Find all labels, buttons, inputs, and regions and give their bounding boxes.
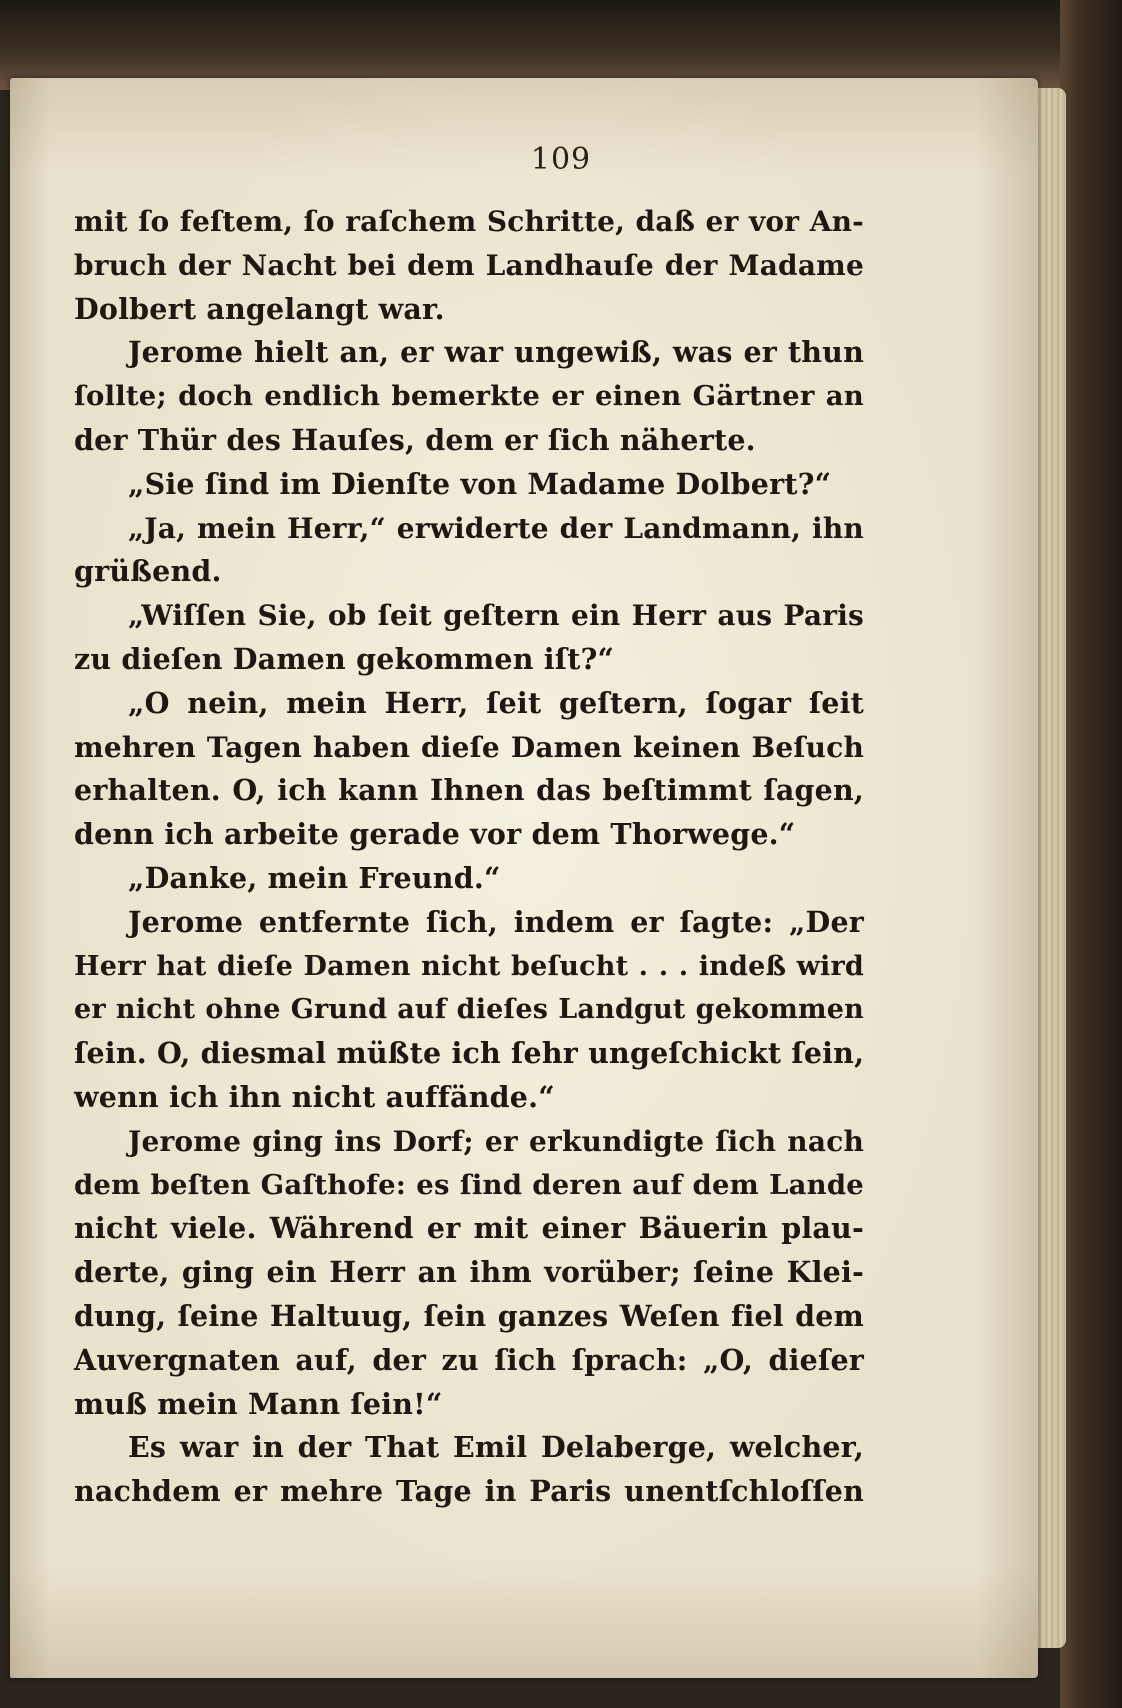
text-line: grüßend. xyxy=(74,554,222,589)
text-line: wenn ich ihn nicht auffände.“ xyxy=(74,1079,555,1114)
text-line: „Ja, mein Herr,“ erwiderte der Landmann, ihn xyxy=(128,511,864,545)
text-line: ſollte; doch endlich bemerkte er einen Gärtner an xyxy=(74,380,864,413)
page-text xyxy=(74,200,864,1514)
text-line: dung, ſeine Haltuug, ſein ganzes Weſen fiel dem xyxy=(74,1298,864,1333)
text-line: Herr hat dieſe Damen nicht beſucht . . . indeß wird xyxy=(74,950,864,982)
text-line: zu dieſen Damen gekommen iſt?“ xyxy=(74,641,615,676)
text-line: nicht viele. Während er mit einer Bäuerin plau- xyxy=(74,1211,864,1246)
book-top-edge xyxy=(0,0,1122,90)
text-line: dem beſten Gaſthofe: es ſind deren auf dem Lande xyxy=(74,1168,864,1201)
text-line: „O nein, mein Herr, ſeit geſtern, ſogar ſeit xyxy=(128,685,864,720)
text-line: erhalten. O, ich kann Ihnen das beſtimmt ſagen, xyxy=(74,773,864,808)
text-line: denn ich arbeite gerade vor dem Thorwege.“ xyxy=(74,817,796,852)
text-line: Jerome entfernte ſich, indem er ſagte: „Der xyxy=(128,904,864,939)
text-line: der Thür des Hauſes, dem er ſich näherte. xyxy=(74,422,756,457)
text-line: „Danke, mein Freund.“ xyxy=(128,860,501,895)
text-line: bruch der Nacht bei dem Landhauſe der Madame xyxy=(74,248,864,282)
text-line: derte, ging ein Herr an ihm vorüber; ſeine Klei- xyxy=(74,1255,864,1290)
text-line: Auvergnaten auf, der zu ſich ſprach: „O, dieſer xyxy=(74,1342,864,1377)
page-number: 109 xyxy=(530,142,592,177)
text-line: ſein. O, diesmal müßte ich ſehr ungeſchickt ſein, xyxy=(74,1036,865,1071)
text-line: muß mein Mann ſein!“ xyxy=(74,1386,443,1421)
text-line: „Wiſſen Sie, ob ſeit geſtern ein Herr aus Paris xyxy=(128,599,864,633)
text-line: Jerome ging ins Dorf; er erkundigte ſich nach xyxy=(128,1124,864,1158)
text-line: „Sie ſind im Dienſte von Madame Dolbert?“ xyxy=(128,466,832,501)
text-line: Jerome hielt an, er war ungewiß, was er thun xyxy=(128,335,864,370)
text-line: Dolbert angelangt war. xyxy=(74,291,445,326)
text-line: Es war in der That Emil Delaberge, welcher, xyxy=(128,1430,864,1465)
text-line: mit ſo feſtem, ſo raſchem Schritte, daß er vor An- xyxy=(74,205,864,238)
book-cover-edge xyxy=(1060,0,1122,1708)
text-line: mehren Tagen haben dieſe Damen keinen Beſuch xyxy=(74,730,864,764)
text-line: nachdem er mehre Tage in Paris unentſchloſſen xyxy=(74,1474,864,1509)
text-line: er nicht ohne Grund auf dieſes Landgut gekommen xyxy=(74,994,864,1026)
